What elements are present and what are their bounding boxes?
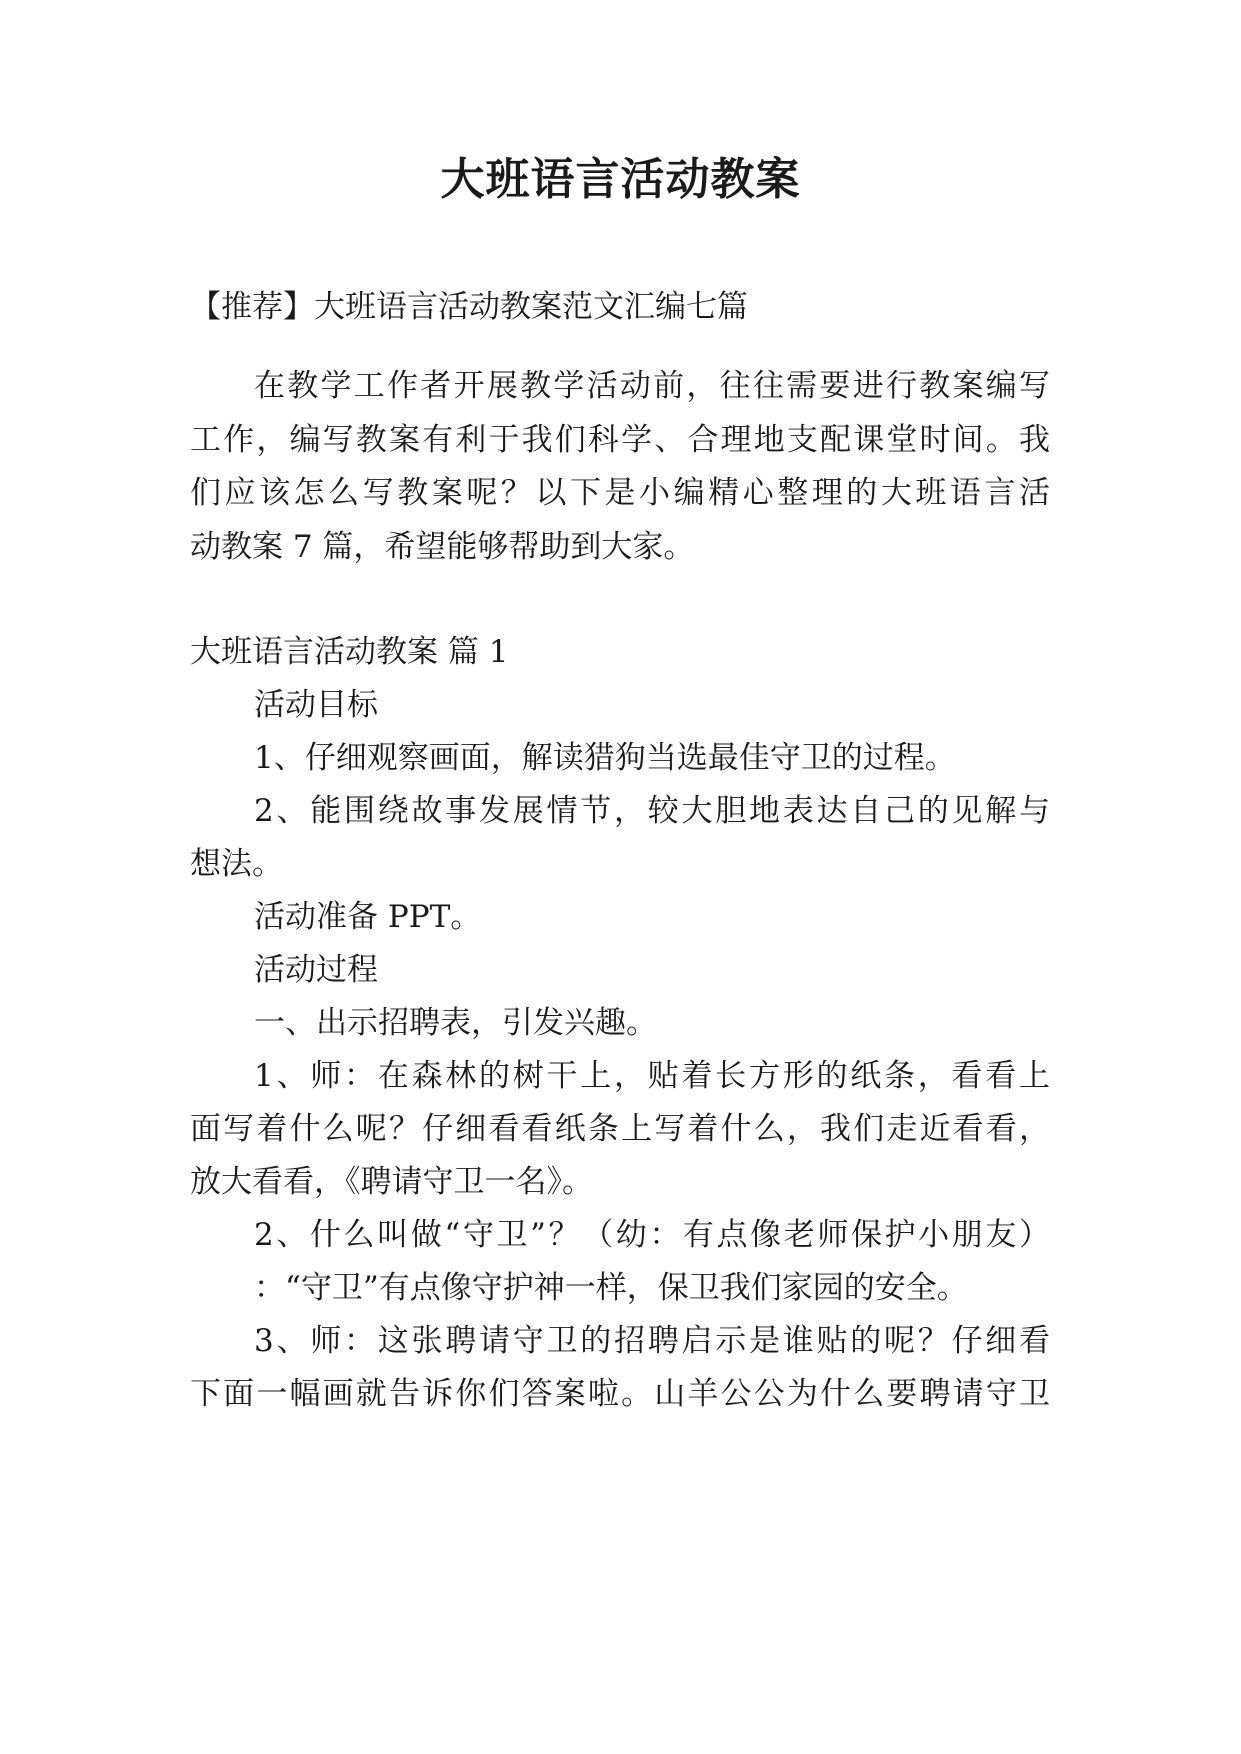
body-line: 1、仔细观察画面，解读猎狗当选最佳守卫的过程。 xyxy=(254,740,956,776)
body-line: 2、什么叫做“守卫”？（幼：有点像老师保护小朋友） xyxy=(254,1217,1050,1253)
body-line: 面写着什么呢？仔细看看纸条上写着什么，我们走近看看， xyxy=(190,1111,1050,1147)
body-line: 1、师：在森林的树干上，贴着长方形的纸条，看看上 xyxy=(254,1058,1050,1094)
body-line: 一、出示招聘表，引发兴趣。 xyxy=(254,1005,657,1041)
intro-line: 工作，编写教案有利于我们科学、合理地支配课堂时间。我 xyxy=(190,422,1050,458)
intro-line: 们应该怎么写教案呢？以下是小编精心整理的大班语言活 xyxy=(190,475,1050,511)
body-line: 活动准备 PPT。 xyxy=(254,899,482,935)
body-line: ：“守卫”有点像守护神一样，保卫我们家园的安全。 xyxy=(254,1270,968,1306)
body-line: 放大看看，《聘请守卫一名》。 xyxy=(190,1164,593,1200)
body-line: 活动目标 xyxy=(254,687,378,723)
intro-line: 在教学工作者开展教学活动前，往往需要进行教案编写 xyxy=(254,368,1050,404)
body-line: 下面一幅画就告诉你们答案啦。山羊公公为什么要聘请守卫 xyxy=(190,1376,1050,1412)
intro-line: 动教案 7 篇，希望能够帮助到大家。 xyxy=(190,529,695,565)
body-line: 3、师：这张聘请守卫的招聘启示是谁贴的呢？仔细看 xyxy=(254,1323,1050,1359)
body-line: 2、能围绕故事发展情节，较大胆地表达自己的见解与 xyxy=(254,793,1050,829)
body-line: 想法。 xyxy=(190,846,283,882)
document-subtitle: 【推荐】大班语言活动教案范文汇编七篇 xyxy=(190,289,748,325)
document-title: 大班语言活动教案 xyxy=(440,154,801,205)
body-line: 活动过程 xyxy=(254,952,378,988)
section-heading: 大班语言活动教案 篇 1 xyxy=(190,634,509,670)
